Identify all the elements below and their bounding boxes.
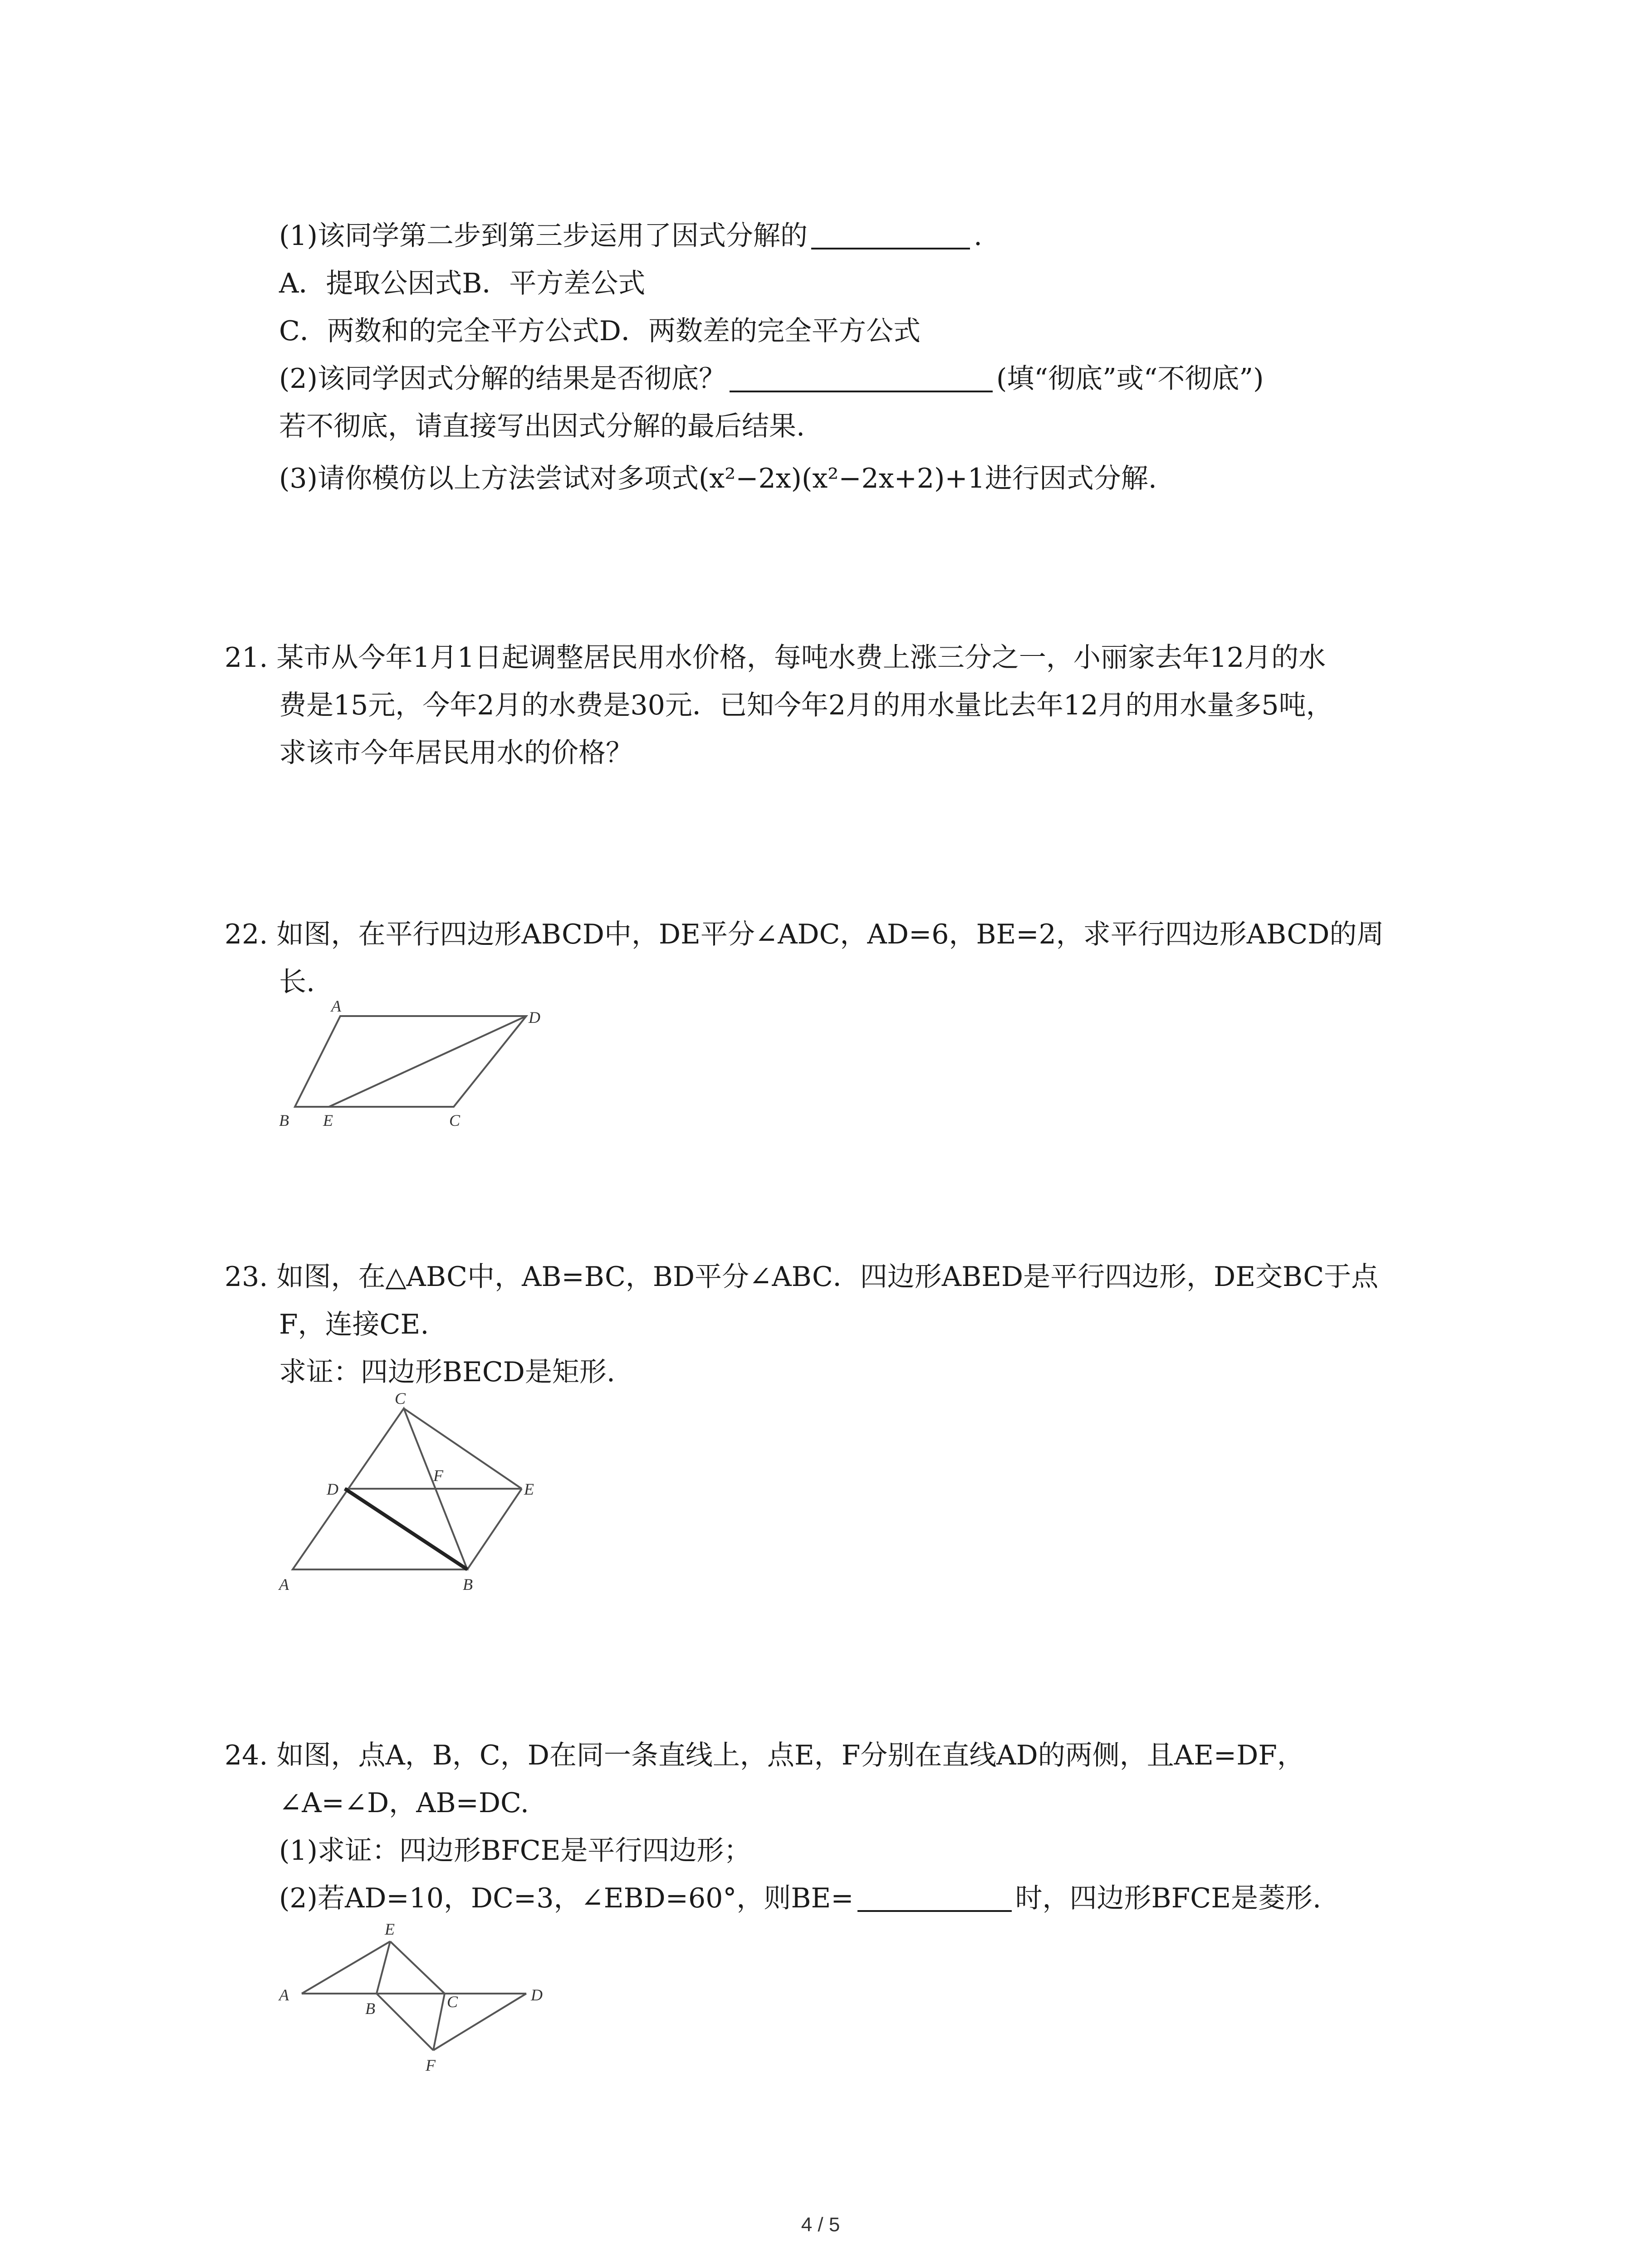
q24-label-e: E bbox=[385, 1920, 395, 1938]
answer-blank[interactable] bbox=[811, 224, 970, 249]
q20-part2-line2: 若不彻底，请直接写出因式分解的最后结果. bbox=[279, 411, 805, 442]
answer-blank[interactable] bbox=[857, 1887, 1012, 1912]
q24-line2: ∠A=∠D，AB=DC. bbox=[279, 1787, 529, 1819]
q23-label-d: D bbox=[327, 1480, 338, 1498]
q23-line3: 求证：四边形BECD是矩形. bbox=[279, 1356, 615, 1388]
page-number: 4 / 5 bbox=[801, 2214, 840, 2236]
q20-options-cd: C．两数和的完全平方公式D．两数差的完全平方公式 bbox=[279, 315, 921, 347]
q20-part3: (3)请你模仿以上方法尝试对多项式(x²−2x)(x²−2x+2)+1进行因式分解. bbox=[279, 463, 1157, 494]
q22-line2: 长. bbox=[279, 966, 315, 998]
q23-label-e: E bbox=[524, 1480, 534, 1498]
q24-label-a: A bbox=[279, 1986, 289, 2004]
q22-label-c: C bbox=[449, 1111, 460, 1129]
q24-line3: (1)求证：四边形BFCE是平行四边形； bbox=[279, 1835, 751, 1867]
q23-label-c: C bbox=[395, 1389, 406, 1408]
q23-label-a: A bbox=[279, 1575, 289, 1593]
q20-options-ab: A．提取公因式B．平方差公式 bbox=[279, 268, 646, 299]
q23-rectangle-figure bbox=[268, 1388, 549, 1597]
q21-line1: 21. 某市从今年1月1日起调整居民用水价格，每吨水费上涨三分之一，小丽家去年12月的水 bbox=[225, 642, 1326, 674]
q21-line3: 求该市今年居民用水的价格？ bbox=[279, 737, 633, 769]
q20-part2: (2)该同学因式分解的结果是否彻底？ (填“彻底”或“不彻底”) bbox=[279, 363, 1264, 395]
q23-line2: F，连接CE. bbox=[279, 1309, 429, 1340]
q22-line1: 22. 如图，在平行四边形ABCD中，DE平分∠ADC，AD=6，BE=2，求平行四边形ABCD的周 bbox=[225, 919, 1384, 950]
q23-line1: 23. 如图，在△ABC中，AB=BC，BD平分∠ABC．四边形ABED是平行四边形，DE交BC于点 bbox=[225, 1261, 1379, 1293]
q22-label-a: A bbox=[331, 998, 341, 1015]
q20-part1: (1)该同学第二步到第三步运用了因式分解的 . bbox=[279, 220, 983, 252]
q22-label-b: B bbox=[279, 1111, 289, 1129]
q24-line1: 24. 如图，点A，B，C，D在同一条直线上，点E，F分别在直线AD的两侧，且AE=DF， bbox=[225, 1740, 1304, 1771]
q24-label-b: B bbox=[365, 1999, 375, 2018]
q24-label-f: F bbox=[426, 2056, 436, 2074]
q24-label-d: D bbox=[531, 1986, 543, 2004]
answer-blank[interactable] bbox=[730, 367, 993, 392]
q22-parallelogram-figure bbox=[272, 998, 544, 1134]
q24-line4: (2)若AD=10，DC=3，∠EBD=60°，则BE= 时，四边形BFCE是菱形. bbox=[279, 1882, 1322, 1914]
q23-label-b: B bbox=[463, 1575, 473, 1593]
q21-line2: 费是15元，今年2月的水费是30元．已知今年2月的用水量比去年12月的用水量多5吨， bbox=[279, 689, 1333, 721]
q22-label-e: E bbox=[323, 1111, 333, 1129]
q24-label-c: C bbox=[447, 1993, 458, 2011]
q23-label-f: F bbox=[433, 1466, 443, 1485]
q24-rhombus-figure bbox=[272, 1910, 558, 2087]
q22-label-d: D bbox=[529, 1008, 540, 1026]
